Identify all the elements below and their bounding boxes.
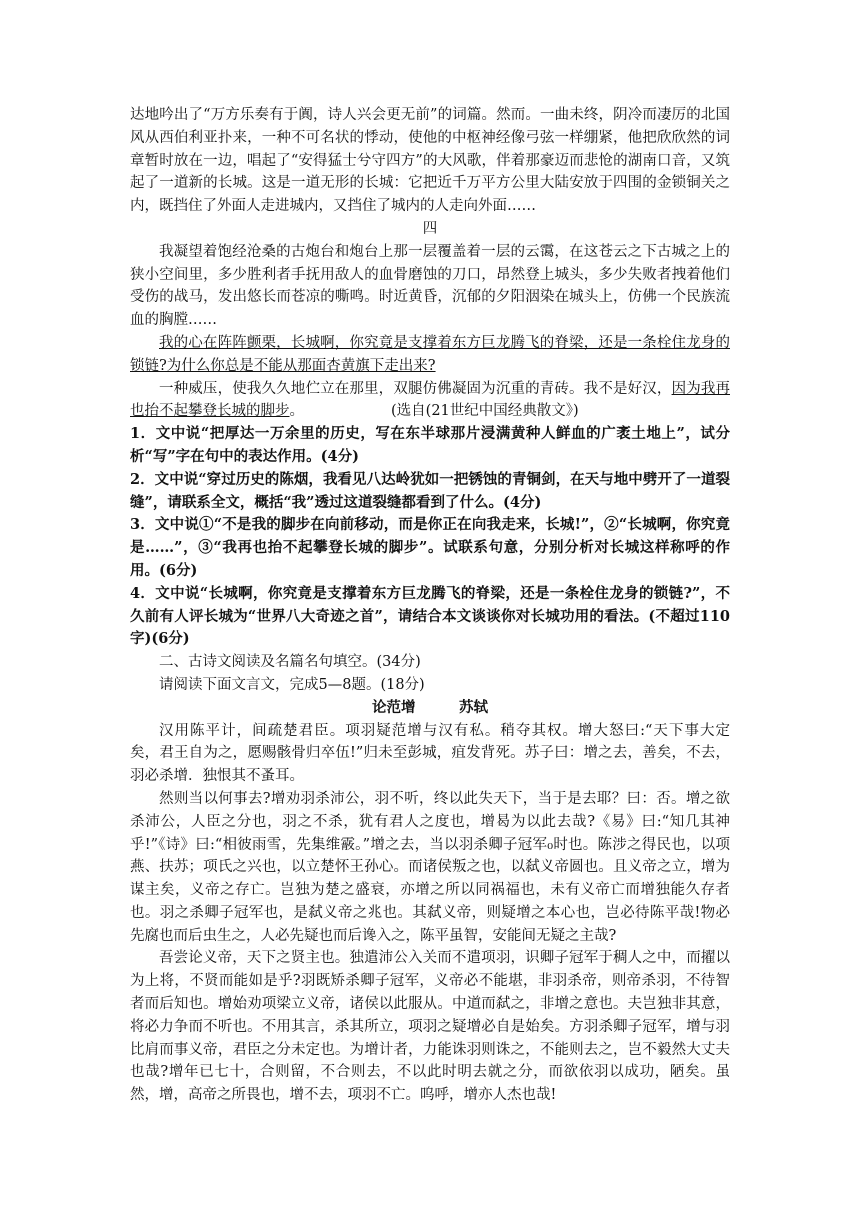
essay-source: (选自(21世纪中国经典散文》) [391, 403, 579, 420]
essay-paragraph-1: 达地吟出了“万方乐奏有于阗，诗人兴会更无前”的词篇。然而。一曲未终，阴冷而凄厉的北国风从西伯利亚扑来，一种不可名状的悸动，使他的中枢神经像弓弦一样绷紧，他把欣欣然的词章暂时放在一边，唱起了“安得猛士兮守四方”的大风歌，伴着那豪迈而悲怆的湖南口音，又筑起了一道新的长城。这是一道无形的长城：它把近千万平方公里大陆安放于四围的金锁铜关之内，既挡住了外面人走进城内，又挡住了城内的人走向外面…… [130, 107, 730, 215]
underlined-sentence: 我的心在阵阵颤栗，长城啊，你究竟是支撑着东方巨龙腾飞的脊梁，还是一条栓住龙身的锁链?为什么你总是不能从那面杏黄旗下走出来? [130, 334, 730, 374]
essay-paragraph-4 [130, 378, 730, 424]
section-2-instruction: 请阅读下面文言文，完成5—8题。(18分) [159, 676, 425, 693]
question-4: 4．文中说“长城啊，你究竟是支撑着东方巨龙腾飞的脊梁，还是一条栓住龙身的锁链?”，不久前有人评长城为“世界八大奇迹之首”，请结合本文谈谈你对长城功用的看法。(不超过110字)(6分) [130, 584, 730, 648]
classical-title-line [130, 697, 730, 720]
section-2-heading: 二、古诗文阅读及名篇名句填空。(34分) [159, 654, 421, 671]
underlined-phrase: 因为我再也抬不起攀登长城的脚步 [130, 380, 730, 420]
classical-paragraph-2: 然则当以何事去?增劝羽杀沛公，羽不听，终以此失天下，当于是去耶？曰：否。增之欲杀沛公，人臣之分也，羽之不杀，犹有君人之度也，增曷为以此去哉?《易》曰:“知几其神乎!”《诗》曰:“相彼雨雪，先集维霰。”增之去，当以羽杀卿子冠军₀时也。陈涉之得民也，以项燕、扶苏；项氏之兴也，以立楚怀王孙心。而诸侯叛之也，以弑义帝圆也。且义帝之立，增为谋主矣，义帝之存亡。岂独为楚之盛衰，亦增之所以同祸福也，未有义帝亡而增独能久存者也。羽之杀卿子冠军也，是弑义帝之兆也。其弑义帝，则疑增之本心也，岂必待陈平哉!物必先腐也而后虫生之，人必先疑也而后谗入之，陈平虽智，安能间无疑之主哉? [130, 790, 730, 944]
essay-paragraph-3 [130, 332, 730, 378]
essay-paragraph-4-end: 。 [289, 403, 304, 420]
classical-author: 苏轼 [459, 698, 488, 716]
classical-title: 论范增 [372, 698, 416, 716]
question-2: 2．文中说“穿过历史的陈烟，我看见八达岭犹如一把锈蚀的青铜剑，在天与地中劈开了一道裂缝”，请联系全文，概括“我”透过这道裂缝都看到了什么。(4分) [130, 470, 730, 511]
essay-paragraph-2: 我凝望着饱经沧桑的古炮台和炮台上那一层覆盖着一层的云霭，在这苍云之下古城之上的狭小空间里，多少胜利者手抚用敌人的血骨磨蚀的刀口，昂然登上城头，多少失败者拽着他们受伤的战马，发出悠长而苍凉的嘶鸣。时近黄昏，沉郁的夕阳洇染在城头上，仿佛一个民族流血的胸膛…… [130, 243, 730, 329]
classical-paragraph-1: 汉用陈平计，间疏楚君臣。项羽疑范增与汉有私。稍夺其权。增大怒曰:“天下事大定 矣，君王自为之，愿赐骸骨归卒伍!”归未至彭城，疽发背死。苏子曰：增之去，善矣，不去，羽必杀增．独恨其不蚤耳。 [130, 722, 745, 785]
classical-paragraph-3: 吾尝论义帝，天下之贤主也。独遣沛公入关而不遣项羽，识卿子冠军于稠人之中，而擢以为上将，不贤而能如是乎?羽既矫杀卿子冠军，义帝必不能堪，非羽杀帝，则帝杀羽，不待智者而后知也。增始劝项梁立义帝，诸侯以此服从。中道而弑之，非增之意也。夫岂独非其意，将必力争而不听也。不用其言，杀其所立，项羽之疑增必自是始矣。方羽杀卿子冠军，增与羽比肩而事义帝，君臣之分未定也。为增计者，力能诛羽则诛之，不能则去之，岂不毅然大丈夫也哉?增年已七十，合则留，不合则去，不以此时明去就之分，而欲依羽以成功，陋矣。虽然，增，高帝之所畏也，增不去，项羽不亡。呜呼，增亦人杰也哉! [130, 950, 730, 1104]
question-3: 3．文中说①“不是我的脚步在向前移动，而是你正在向我走来，长城!”，②“长城啊，你究竟是……”，③“我再也抬不起攀登长城的脚步”。试联系句意，分别分析对长城这样称呼的作用。(6分) [130, 516, 730, 579]
question-1: 1．文中说“把厚达一万余里的历史，写在东半球那片浸满黄种人鲜血的广袤土地上”，试分 析“写”字在句中的表达作用。(4分) [130, 425, 745, 465]
section-number-four: 四 [422, 220, 438, 237]
essay-paragraph-4-text: 一种威压，使我久久地伫立在那里，双腿仿佛凝固为沉重的青砖。我不是好汉， [159, 380, 672, 397]
